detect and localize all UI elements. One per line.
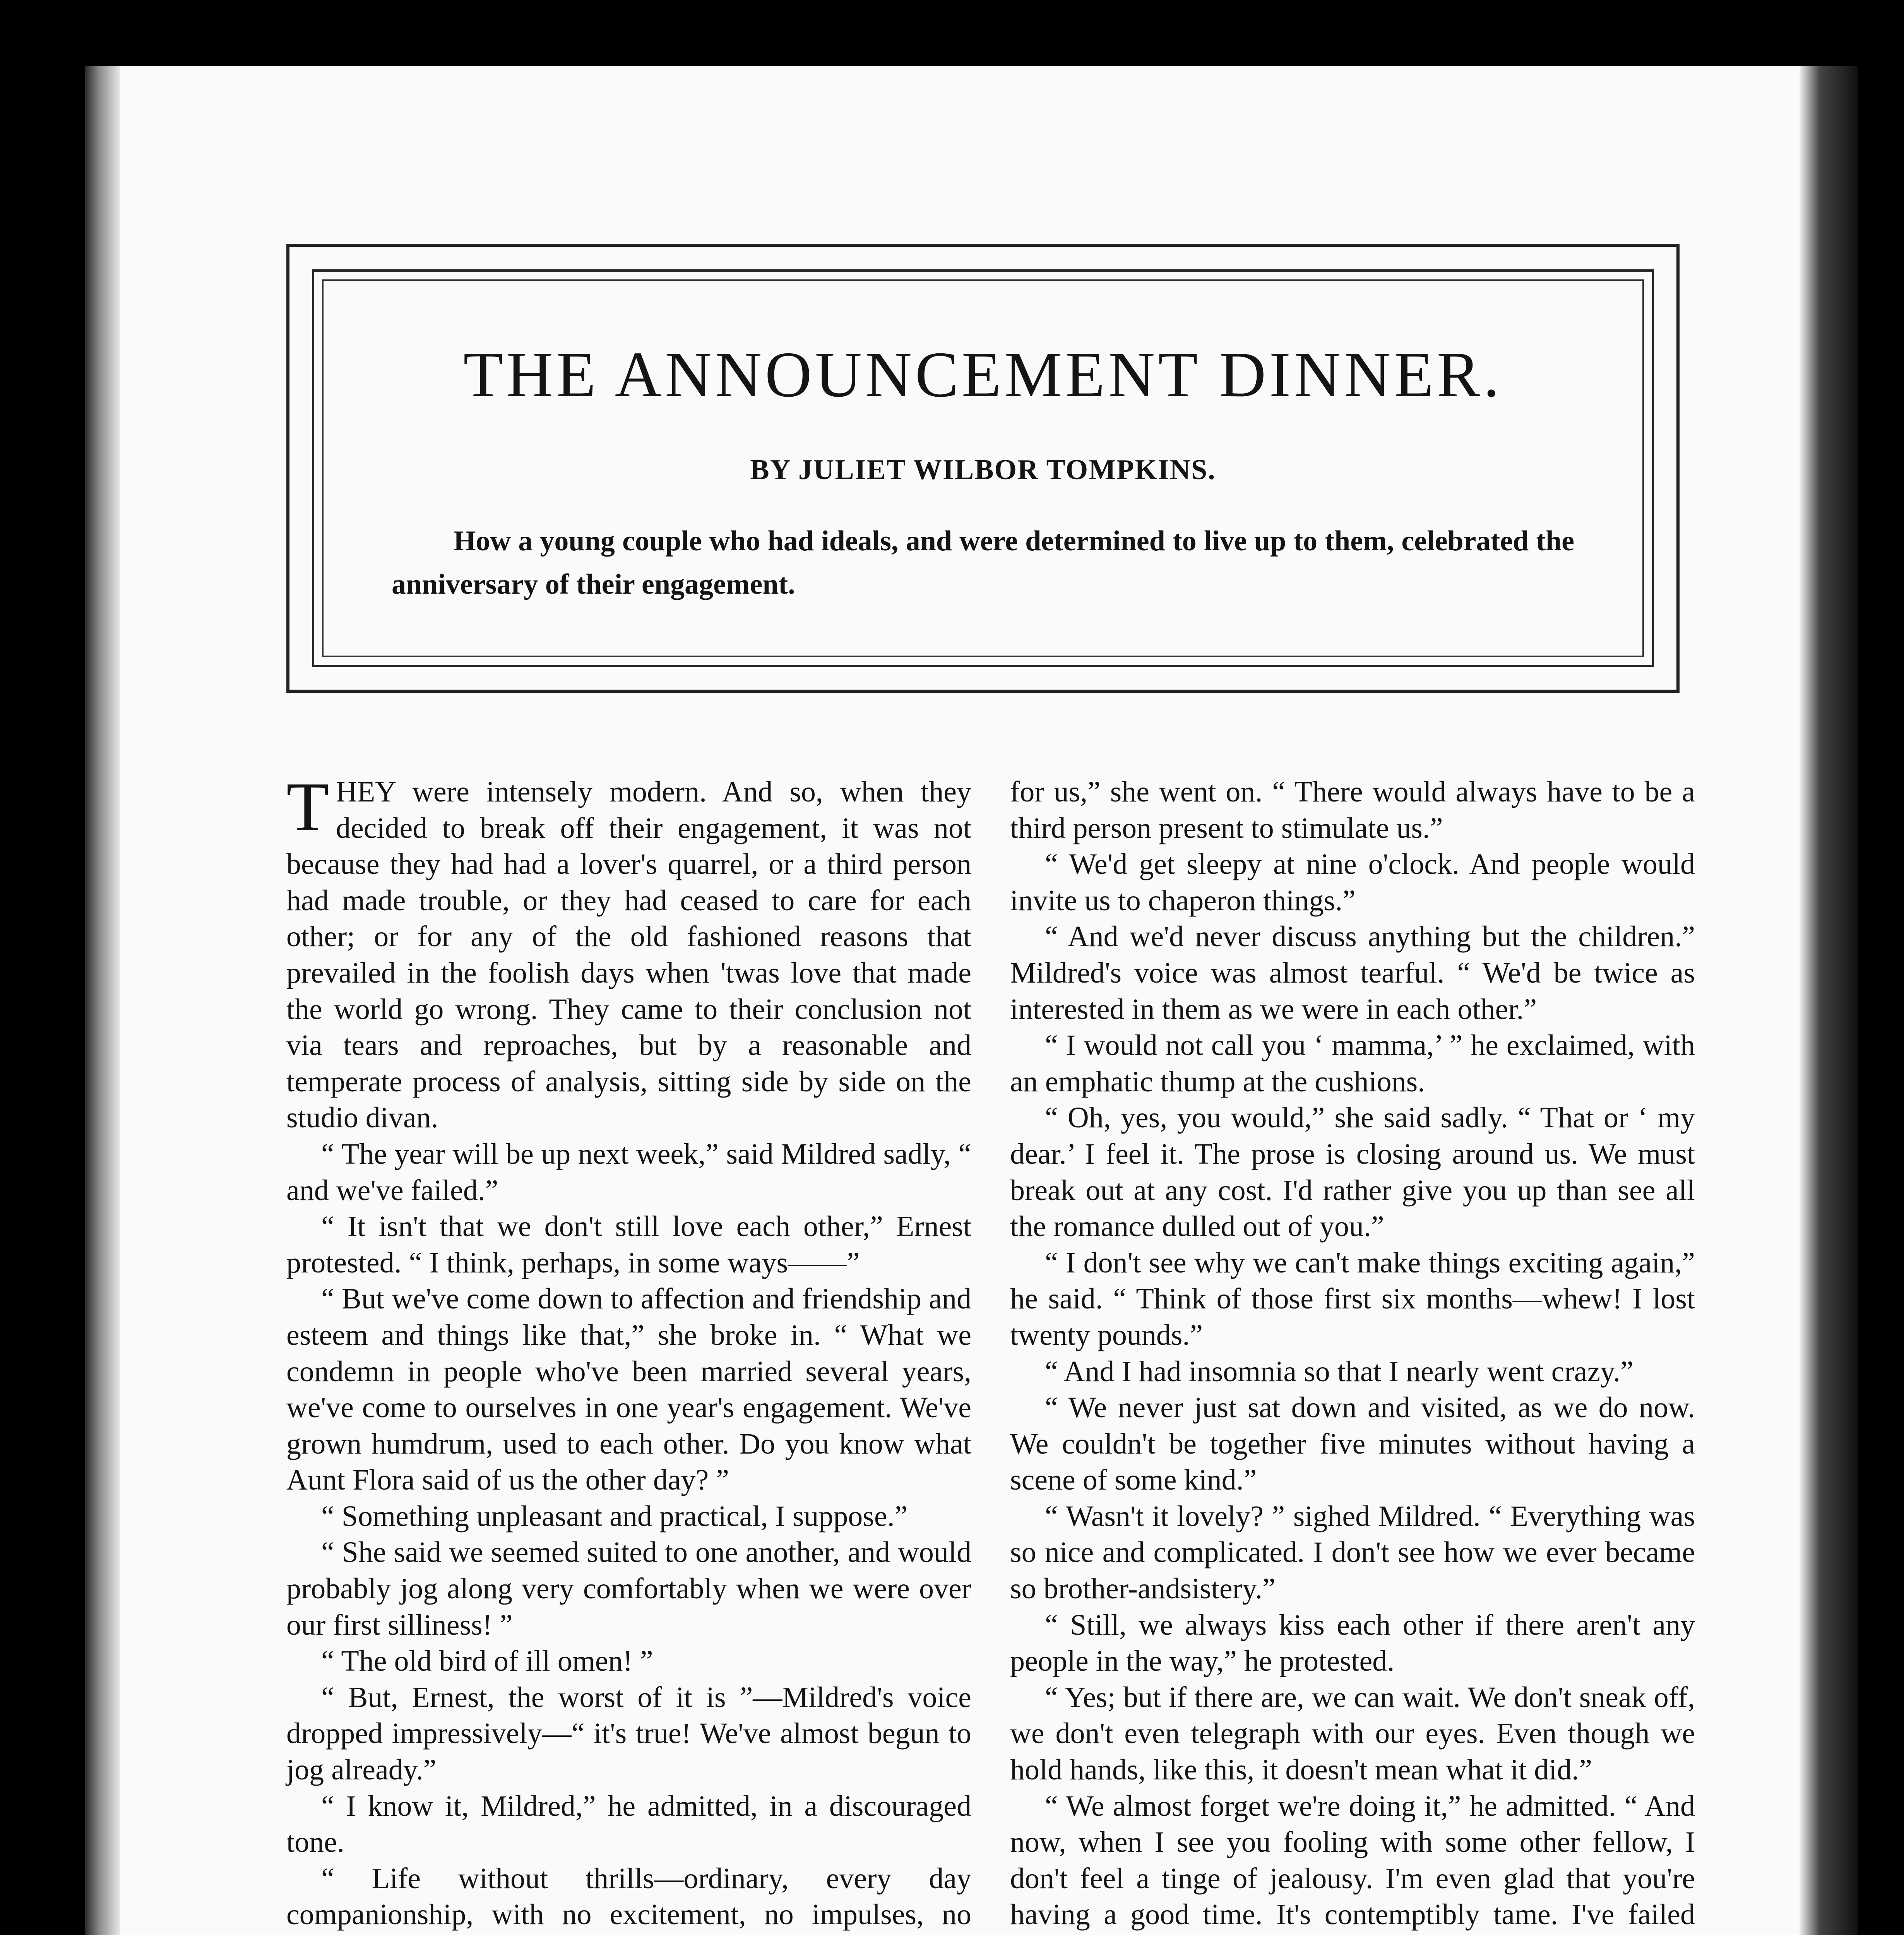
text-column-left (286, 768, 971, 1935)
paragraph: “ I don't see why we can't make things exciting again,” he said. “ Think of those first six months—whew! I lost twenty pounds.” (1010, 1246, 1695, 1351)
paragraph: “ Still, we always kiss each other if there aren't any people in the way,” he protested. (1010, 1608, 1695, 1678)
paragraph (286, 768, 971, 1136)
paragraph: “ Life without thrills—ordinary, every day companionship, with no excitement, no impulses, no (286, 1862, 971, 1931)
page-gutter-left (85, 66, 120, 1935)
title-frame (286, 244, 1680, 693)
paragraph: “ But, Ernest, the worst of it is ”—Mildred's voice dropped impressively—“ it's true! We've almost begun to jog already.” (286, 1681, 971, 1786)
paragraph: “ Something unpleasant and practical, I suppose.” (321, 1500, 908, 1533)
paragraph: “ And I had insomnia so that I nearly went crazy.” (1045, 1355, 1633, 1388)
magazine-page (85, 66, 1858, 1935)
byline: BY JULIET WILBOR TOMPKINS. (750, 454, 1216, 486)
paragraph: “ We almost forget we're doing it,” he admitted. “ And now, when I see you fooling with some other fellow, I don't feel a tinge of jealousy. I'm even glad that you're having a good time. It's contemptibly tame. I've failed (1010, 1789, 1695, 1931)
paragraph: “ Yes; but if there are, we can wait. We don't sneak off, we don't even telegraph with our eyes. Even though we hold hands, like this, it doesn't mean what it did.” (1010, 1681, 1695, 1786)
paragraph: “ I would not call you ‘ mamma,’ ” he exclaimed, with an emphatic thump at the cushions. (1010, 1029, 1695, 1098)
text-column-right (1010, 774, 1695, 1935)
paragraph-text: HEY were intensely modern. And so, when they decided to break off their engagement, it was not because they had had a lover's quarrel, or a third person had made trouble, or they had ceased to care for each other; or for any of the old fashioned reasons that prevailed in the foolish days when 'twas love that made the world go wrong. They came to their conclusion not via tears and reproaches, but by a reasonable and temperate process of analysis, sitting side by side on the studio divan. (286, 776, 971, 1134)
paragraph: “ But we've come down to affection and friendship and esteem and things like that,” she broke in. “ What we condemn in people who've been married several years, we've come to ourselves in one year's engagement. We've grown humdrum, used to each other. Do you know what Aunt Flora said of us the other day? ” (286, 1283, 971, 1497)
paragraph: “ And we'd never discuss anything but the children.” Mildred's voice was almost tearful. “ We'd be twice as interested in them as we were in each other.” (1010, 920, 1695, 1026)
page-edge-right (1800, 66, 1858, 1935)
paragraph: for us,” she went on. “ There would always have to be a third person present to stimulate us.” (1010, 776, 1695, 844)
paragraph: “ Oh, yes, you would,” she said sadly. “ That or ‘ my dear.’ I feel it. The prose is closing around us. We must break out at any cost. I'd rather give you up than see all the romance dulled out of you.” (1010, 1101, 1695, 1243)
story-blurb: How a young couple who had ideals, and were determined to live up to them, celebrated the anniversary of their engagement. (392, 525, 1574, 600)
paragraph: “ We'd get sleepy at nine o'clock. And people would invite us to chaperon things.” (1010, 848, 1695, 917)
paragraph: “ We never just sat down and visited, as we do now. We couldn't be together five minutes without having a scene of some kind.” (1010, 1391, 1695, 1497)
drop-cap: T (286, 768, 329, 845)
paragraph: “ Wasn't it lovely? ” sighed Mildred. “ Everything was so nice and complicated. I don't see how we ever became so brother-andsistery.” (1010, 1500, 1695, 1605)
paragraph: “ The year will be up next week,” said Mildred sadly, “ and we've failed.” (286, 1137, 971, 1207)
paragraph: “ It isn't that we don't still love each other,” Ernest protested. “ I think, perhaps, in some ways——” (286, 1210, 971, 1279)
title-frame-inner (312, 269, 1654, 667)
story-title: THE ANNOUNCEMENT DINNER. (463, 339, 1503, 411)
paragraph: “ I know it, Mildred,” he admitted, in a discouraged tone. (286, 1789, 971, 1859)
paragraph: “ She said we seemed suited to one another, and would probably jog along very comfortably when we were over our first silliness! ” (286, 1536, 971, 1641)
paragraph: “ The old bird of ill omen! ” (321, 1645, 653, 1678)
